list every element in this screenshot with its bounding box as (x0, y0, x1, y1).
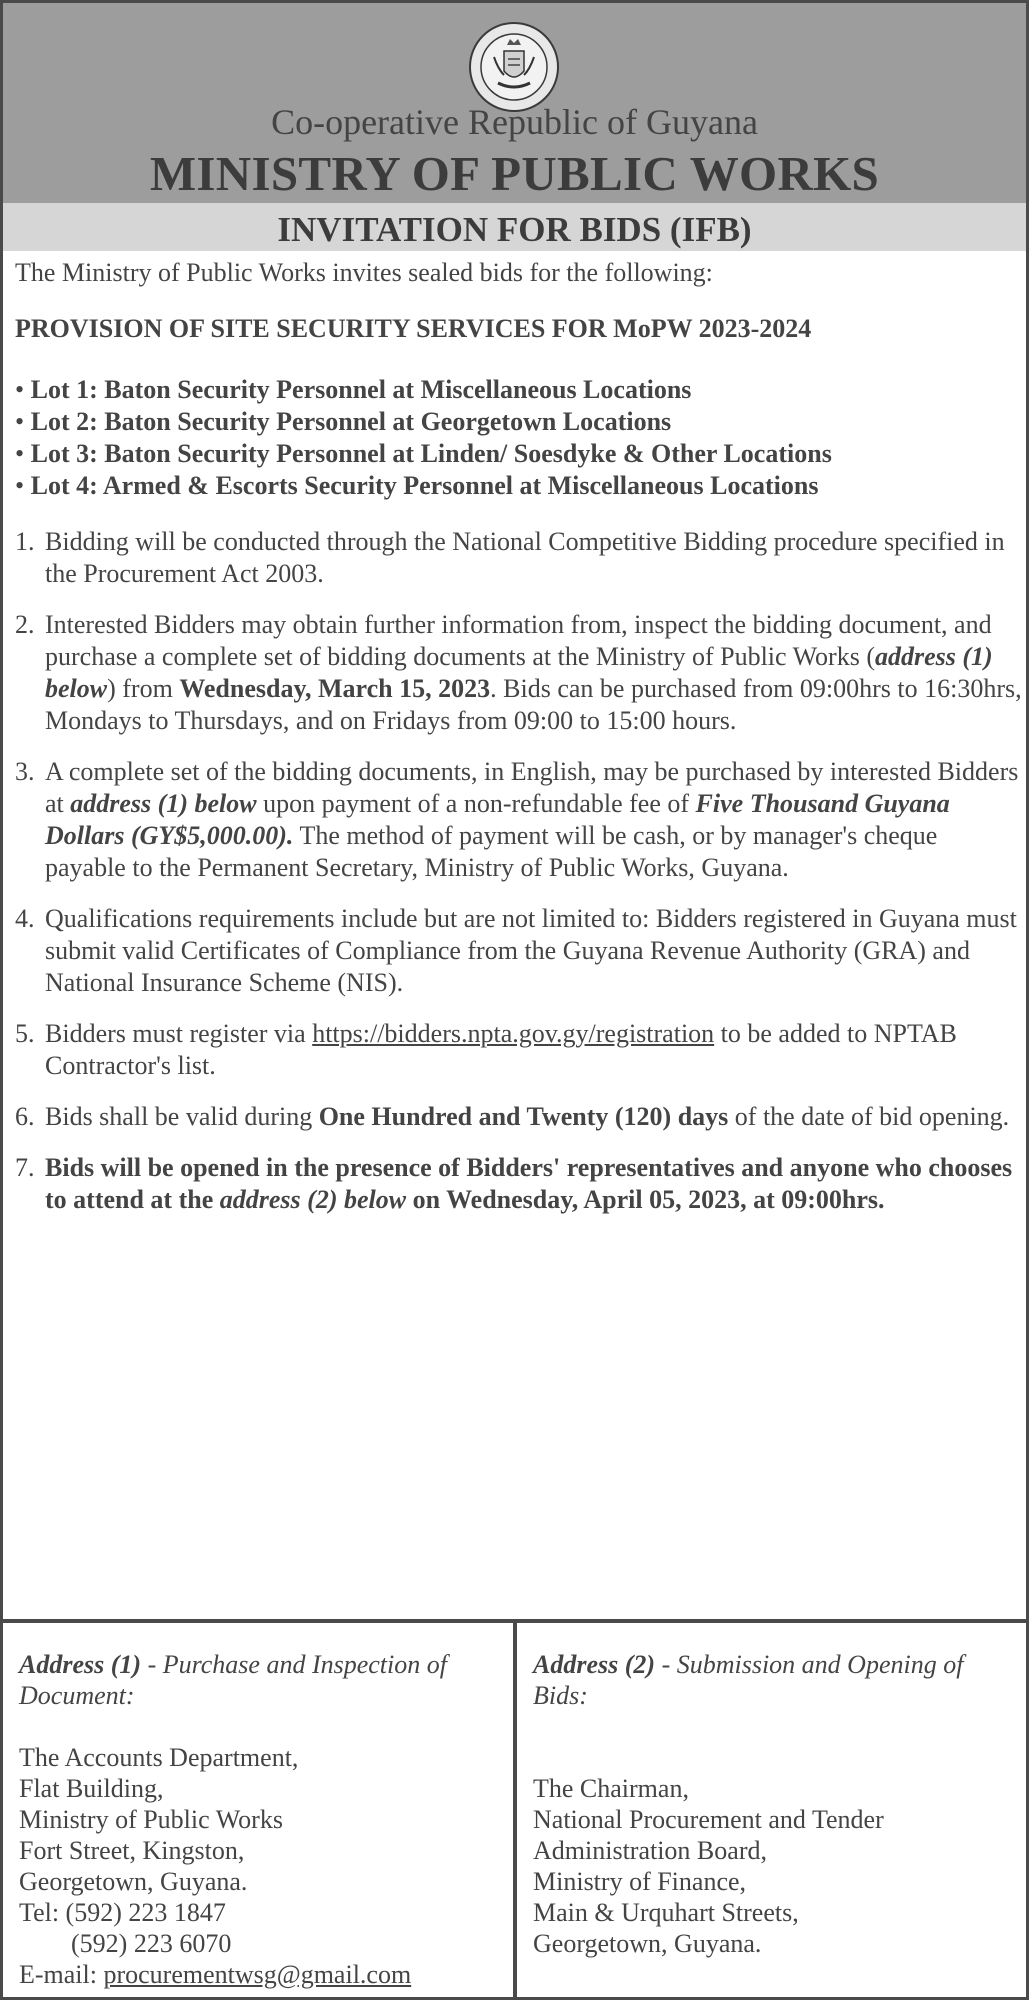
bid-validity: One Hundred and Twenty (120) days (318, 1102, 729, 1131)
address-ref: address (1) below (70, 789, 257, 818)
clause-1: 1. Bidding will be conducted through the National Competitive Bidding procedure specified in the Procurement Act 2003. (15, 527, 1005, 588)
project-title: PROVISION OF SITE SECURITY SERVICES FOR MoPW 2023-2024 (15, 314, 812, 343)
clause-4: 4. Qualifications requirements include but are not limited to: Bidders registered in Guyana must submit valid Certificates of Compliance from the Guyana Revenue Authority (GRA) and National Insurance Scheme (NIS). (15, 904, 1017, 997)
document-fee: Five Thousand Guyana Dollars (GY$5,000.00). (45, 789, 950, 850)
list-item: • Lot 1: Baton Security Personnel at Miscellaneous Locations (15, 375, 692, 404)
lot-list (15, 374, 1026, 502)
sale-start-date: Wednesday, March 15, 2023 (179, 674, 491, 703)
list-item: • Lot 3: Baton Security Personnel at Linden/ Soesdyke & Other Locations (15, 439, 832, 468)
header-banner (3, 3, 1026, 203)
ministry-name: MINISTRY OF PUBLIC WORKS (149, 146, 880, 201)
address-2-heading: Address (2) - Submission and Opening of Bids: (533, 1650, 964, 1710)
clause-6: 6. Bids shall be valid during One Hundred and Twenty (120) days of the date of bid opening. (15, 1102, 1010, 1131)
email-link[interactable]: procurementwsg@gmail.com (103, 1960, 412, 1989)
clause-2: 2. Interested Bidders may obtain further information from, inspect the bidding document, and purchase a complete set of bidding documents at the Ministry of Public Works (address (1) below) from Wednesday, March 15, 2023. Bids can be purchased from 09:00hrs to 16:30hrs, Mondays to Thursdays, and on Fridays from 09:00 to 15:00 hours. (15, 610, 1022, 735)
address-1-lines: The Accounts Department, Flat Building, Ministry of Public Works Fort Street, Kingston, Georgetown, Guyana. Tel: (592) 223 1847 (592) 223 6070 E-mail: procurementwsg@gmail.com (19, 1743, 412, 1989)
registration-link[interactable]: https://bidders.npta.gov.gy/registration (312, 1019, 715, 1048)
address-1-panel (3, 1623, 517, 1997)
address-2-lines: The Chairman, National Procurement and Tender Administration Board, Ministry of Finance, Main & Urquhart Streets, Georgetown, Guyana. (533, 1774, 884, 1958)
clause-7: 7. Bids will be opened in the presence of Bidders' representatives and anyone who chooses to attend at the address (2) below on Wednesday, April 05, 2023, at 09:00hrs. (15, 1153, 1013, 1214)
country-name: Co-operative Republic of Guyana (271, 102, 758, 142)
list-item: • Lot 2: Baton Security Personnel at Georgetown Locations (15, 407, 672, 436)
intro-text: The Ministry of Public Works invites sealed bids for the following: (15, 258, 713, 287)
list-item: • Lot 4: Armed & Escorts Security Personnel at Miscellaneous Locations (15, 471, 819, 500)
guyana-coat-of-arms-seal-icon (468, 21, 560, 113)
address-2-panel (517, 1623, 1013, 1997)
address-ref: address (1) below (45, 642, 993, 703)
address-footer (3, 1619, 1026, 1997)
address-ref: address (2) below (219, 1185, 407, 1214)
clause-3: 3. A complete set of the bidding documents, in English, may be purchased by interested Bidders at address (1) below upon payment of a non-refundable fee of Five Thousand Guyana Dollars (GY$5,000.00). The method of payment will be cash, or by manager's cheque payable to the Permanent Secretary, Ministry of Public Works, Guyana. (15, 757, 1019, 882)
address-1-heading: Address (1) - Purchase and Inspection of Document: (19, 1650, 447, 1710)
clause-5: 5. Bidders must register via https://bidders.npta.gov.gy/registration to be added to NPTAB Contractor's list. (15, 1019, 957, 1080)
notice-type-bar: INVITATION FOR BIDS (IFB) (3, 203, 1026, 251)
notice-body (3, 251, 1026, 1216)
